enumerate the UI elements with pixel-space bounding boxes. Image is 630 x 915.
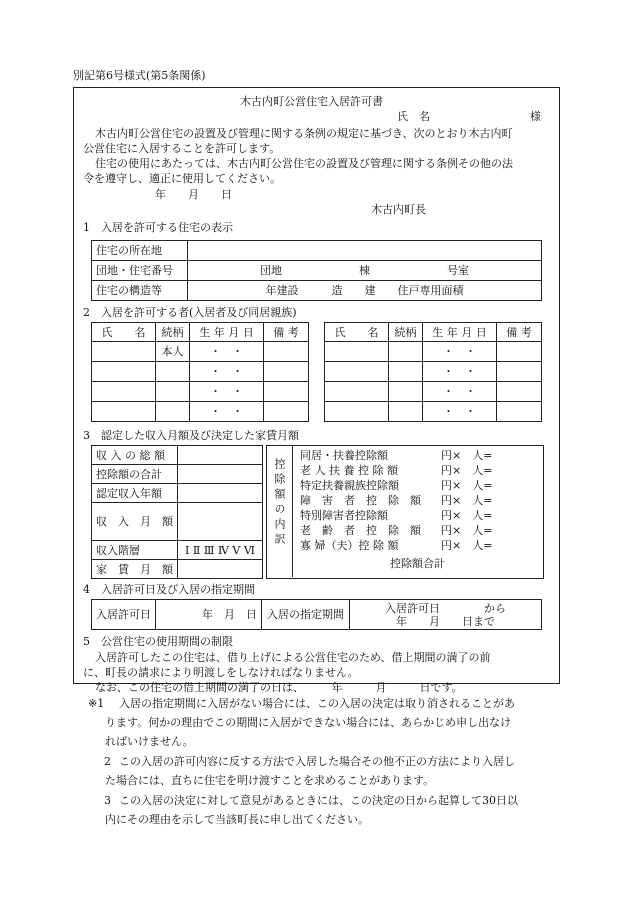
monthly-income-label: 収 入 月 額 (92, 503, 178, 541)
resident-table-left (91, 322, 309, 422)
cell-note (497, 382, 542, 402)
note-mark: 3 (104, 794, 111, 807)
col-relation: 続柄 (156, 323, 190, 342)
intro-text-2: 公営住宅に入居することを許可します。 (83, 142, 281, 155)
deduction-value: 円× 人= (441, 494, 493, 507)
intro-text-3: 住宅の使用にあたっては、木古内町公営住宅の設置及び管理に関する条例その他の法 (95, 157, 513, 170)
resident-table-right (324, 322, 542, 422)
section5-text-2: に、町長の請求により明渡しをしなければなりません。 (83, 666, 359, 679)
cell-relation: 本人 (156, 342, 190, 362)
table-row (92, 503, 263, 541)
deduction-value: 円× 人= (441, 464, 493, 477)
section5-heading: 5 公営住宅の使用期間の制限 (83, 635, 233, 648)
table-header-row (92, 323, 309, 342)
col-name: 氏 名 (92, 323, 156, 342)
cell-note (264, 362, 309, 382)
table-row (325, 402, 542, 422)
table-row (92, 261, 542, 281)
issuer-name: 木古内町長 (371, 203, 426, 216)
cell-dob: ・ ・ (190, 402, 264, 422)
section5-text-3: なお、この住宅の借上期間の満了の日は、 年 月 日です。 (95, 681, 463, 694)
deduction-sum-value (178, 465, 263, 484)
cell-relation (156, 402, 190, 422)
addressee-suffix: 様 (530, 110, 541, 123)
deduction-value: 円× 人= (441, 449, 493, 462)
table-row (92, 484, 263, 503)
period-start: 入居許可日 から (385, 601, 506, 615)
cell-note (497, 342, 542, 362)
addressee-name-label: 氏 名 (397, 110, 430, 123)
cell-name (325, 362, 389, 382)
cell-dob: ・ ・ (423, 342, 497, 362)
deduction-label: 老 人 扶 養 控 除 額 (300, 464, 398, 477)
certified-annual-label: 認定収入年額 (92, 484, 178, 503)
cell-dob: ・ ・ (190, 382, 264, 402)
table-row (92, 241, 542, 261)
cell-relation (389, 362, 423, 382)
section4-heading: 4 入居許可日及び入居の指定期間 (83, 583, 255, 596)
table-row (92, 402, 309, 422)
period-label: 入居の指定期間 (262, 600, 350, 630)
income-total-value (178, 446, 263, 465)
certified-annual-value (178, 484, 263, 503)
table-row (92, 382, 309, 402)
housing-table (91, 240, 542, 301)
cell-note (264, 402, 309, 422)
deduction-label: 特別障害者控除額 (300, 509, 388, 522)
table-row (92, 600, 542, 630)
col-note: 備 考 (264, 323, 309, 342)
cell-name (325, 402, 389, 422)
section5-text-1: 入居許可したこの住宅は、借り上げによる公営住宅のため、借上期間の満了の前 (95, 651, 491, 664)
cell-relation (389, 402, 423, 422)
cell-name (325, 342, 389, 362)
note-text: 入居の指定期間に入居がない場合には、この入居の決定は取り消されることがあ (119, 697, 515, 710)
col-name: 氏 名 (325, 323, 389, 342)
income-level-label: 収入階層 (92, 541, 178, 560)
section3-heading: 3 認定した収入月額及び決定した家賃月額 (83, 429, 299, 442)
deduction-label: 特定扶養親族控除額 (300, 479, 399, 492)
table-row (325, 362, 542, 382)
permit-date-value: 年 月 日 (156, 600, 262, 630)
cell-name (92, 362, 156, 382)
table-row (325, 382, 542, 402)
monthly-rent-value (178, 560, 263, 579)
table-row (92, 362, 309, 382)
deduction-label: 老 齢 者 控 除 額 (300, 524, 421, 537)
housing-number-value: 団地 棟 号室 (188, 261, 542, 281)
cell-relation (156, 382, 190, 402)
col-relation: 続柄 (389, 323, 423, 342)
income-table (91, 445, 263, 579)
table-row (92, 446, 263, 465)
deduction-sum-label: 控除額の合計 (92, 465, 178, 484)
period-end: 年 月 日まで (396, 614, 495, 628)
cell-dob: ・ ・ (423, 402, 497, 422)
form-number: 別記第6号様式(第5条関係) (73, 69, 206, 82)
cell-note (264, 342, 309, 362)
income-total-label: 収 入 の 総 額 (92, 446, 178, 465)
cell-note (497, 402, 542, 422)
note-text: ります。何かの理由でこの期間に入居ができない場合には、あらかじめ申し出なけ (105, 716, 512, 729)
deduction-value: 円× 人= (441, 479, 493, 492)
cell-dob: ・ ・ (423, 382, 497, 402)
cell-name (92, 402, 156, 422)
cell-relation (389, 342, 423, 362)
cell-note (264, 382, 309, 402)
table-row (92, 465, 263, 484)
deduction-value: 円× 人= (441, 524, 493, 537)
deduction-label: 障 害 者 控 除 額 (300, 494, 421, 507)
deduction-label: 同居・扶養控除額 (300, 449, 388, 462)
note-text: た場合には、直ちに住宅を明け渡すことを求めることがあります。 (105, 774, 435, 787)
cell-note (497, 362, 542, 382)
note-text: この入居の決定に対して意見があるときには、この決定の日から起算して30日以 (119, 794, 518, 807)
housing-structure-value: 年建設 造 建 住戸専用面積 (188, 281, 542, 301)
deduction-label: 寡 婦（夫）控 除 額 (300, 539, 399, 552)
section1-heading: 1 入居を許可する住宅の表示 (83, 221, 233, 234)
cell-dob: ・ ・ (190, 362, 264, 382)
table-row (92, 342, 309, 362)
col-note: 備 考 (497, 323, 542, 342)
cell-name (92, 382, 156, 402)
table-row (92, 560, 263, 579)
cell-dob: ・ ・ (190, 342, 264, 362)
cell-relation (156, 362, 190, 382)
cell-name (92, 342, 156, 362)
note-text: ればいけません。 (105, 735, 194, 748)
deduction-value: 円× 人= (441, 539, 493, 552)
intro-text-4: 令を遵守し、適正に使用してください。 (83, 172, 281, 185)
table-row (92, 281, 542, 301)
period-value (350, 600, 542, 630)
col-dob: 生 年 月 日 (423, 323, 497, 342)
housing-location-value (188, 241, 542, 261)
income-level-value: Ⅰ Ⅱ Ⅲ Ⅳ Ⅴ Ⅵ (178, 541, 263, 560)
housing-number-label: 団地・住宅番号 (92, 261, 188, 281)
issue-date: 年 月 日 (155, 188, 232, 201)
form-title: 木古内町公営住宅入居許可書 (240, 95, 383, 108)
cell-relation (389, 382, 423, 402)
monthly-rent-label: 家 賃 月 額 (92, 560, 178, 579)
cell-dob: ・ ・ (423, 362, 497, 382)
table-row (92, 541, 263, 560)
permit-date-label: 入居許可日 (92, 600, 156, 630)
monthly-income-value (178, 503, 263, 541)
deduction-total-label: 控除額合計 (390, 557, 445, 570)
deduction-value: 円× 人= (441, 509, 493, 522)
deduction-breakdown-label: 控除額の内訳 (273, 458, 286, 548)
section2-heading: 2 入居を許可する者(入居者及び同居親族) (83, 306, 297, 319)
intro-text-1: 木古内町公営住宅の設置及び管理に関する条例の規定に基づき、次のとおり木古内町 (95, 127, 513, 140)
housing-structure-label: 住宅の構造等 (92, 281, 188, 301)
table-row (325, 342, 542, 362)
note-text: 内にその理由を示して当該町長に申し出てください。 (105, 813, 369, 826)
note-mark: ※1 (88, 697, 105, 710)
col-dob: 生 年 月 日 (190, 323, 264, 342)
housing-location-label: 住宅の所在地 (92, 241, 188, 261)
cell-name (325, 382, 389, 402)
permit-period-table (91, 599, 542, 630)
note-mark: 2 (104, 755, 111, 768)
note-text: この入居の許可内容に反する方法で入居した場合その他不正の方法により入居し (119, 755, 515, 768)
table-header-row (325, 323, 542, 342)
